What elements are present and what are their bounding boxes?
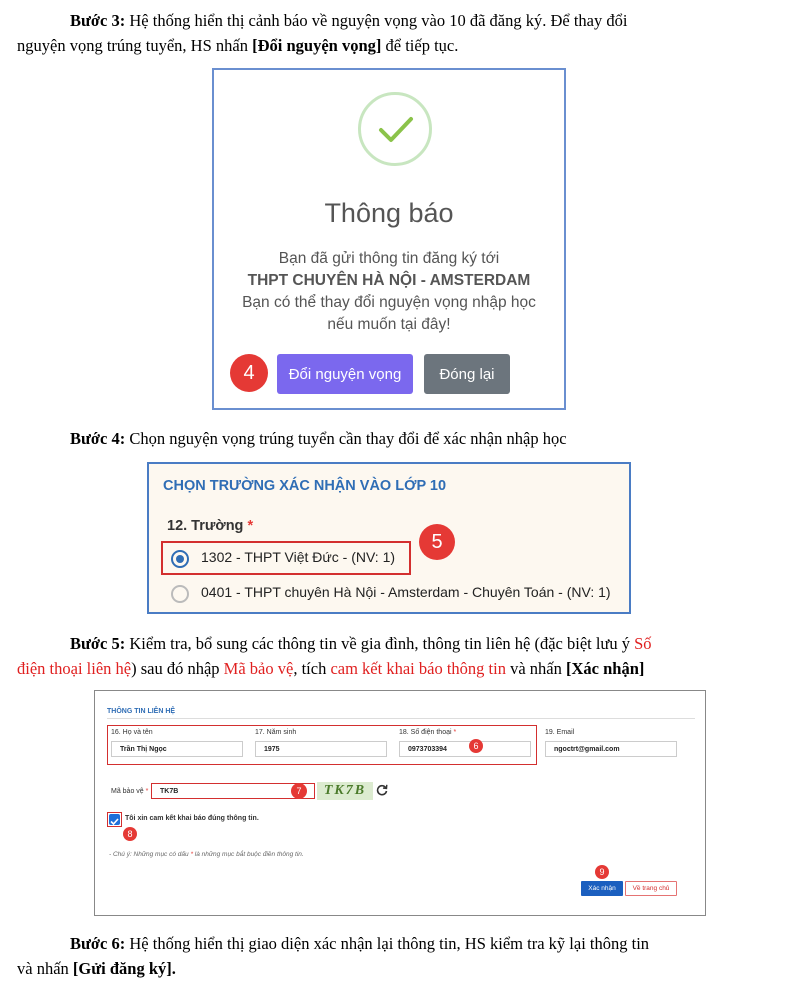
step-badge-8: 8 [123, 827, 137, 841]
section-title: THÔNG TIN LIÊN HỆ [107, 708, 176, 715]
field-label-phone: 18. Số điện thoại * [399, 729, 457, 736]
change-preference-button[interactable]: Đổi nguyện vọng [277, 354, 413, 394]
captcha-image: TK7B [317, 782, 373, 800]
option-2-label[interactable]: 0401 - THPT chuyên Hà Nội - Amsterdam - Chuyên Toán - (NV: 1) [201, 584, 611, 600]
refresh-captcha-icon[interactable] [375, 783, 389, 797]
step5-paragraph: Bước 5: Kiểm tra, bổ sung các thông tin về gia đình, thông tin liên hệ (đặc biệt lưu ý Số [70, 634, 652, 653]
field-label-email: 19. Email [545, 729, 575, 736]
field-label-birthyear: 17. Năm sinh [255, 729, 297, 736]
captcha-input[interactable]: TK7B [151, 783, 315, 799]
notification-dialog [212, 68, 566, 410]
dialog-title: Thông báo [324, 198, 454, 228]
step6-paragraph-line2: và nhấn [Gửi đăng ký]. [17, 959, 176, 978]
birthyear-input[interactable]: 1975 [255, 741, 387, 757]
success-check-icon [358, 92, 432, 166]
required-note: - Chú ý: Những mục có dấu * là những mục bắt buộc điền thông tin. [109, 851, 304, 858]
home-button[interactable]: Về trang chủ [625, 881, 677, 896]
step3-paragraph: Bước 3: Hệ thống hiển thị cảnh báo về nguyện vọng vào 10 đã đăng ký. Để thay đổi [70, 11, 628, 30]
confirm-button[interactable]: Xác nhận [581, 881, 623, 896]
step4-paragraph: Bước 4: Chọn nguyện vọng trúng tuyển cần thay đổi để xác nhận nhập học [70, 429, 567, 448]
radio-option-1[interactable] [171, 550, 189, 568]
phone-input[interactable]: 0973703394 [399, 741, 531, 757]
panel-heading: CHỌN TRƯỜNG XÁC NHẬN VÀO LỚP 10 [163, 478, 447, 494]
name-input[interactable]: Trần Thị Ngọc [111, 741, 243, 757]
step6-paragraph: Bước 6: Hệ thống hiển thị giao diện xác nhận lại thông tin, HS kiểm tra kỹ lại thông tin [70, 934, 650, 953]
dialog-message: Bạn đã gửi thông tin đăng ký tới THPT CHUYÊN HÀ NỘI - AMSTERDAM Bạn có thể thay đổi nguyện vọng nhập học nếu muốn tại đây! [242, 250, 536, 333]
option-1-label[interactable]: 1302 - THPT Việt Đức - (NV: 1) [201, 549, 396, 565]
step5-paragraph-line2: điện thoại liên hệ) sau đó nhập Mã bảo vệ, tích cam kết khai báo thông tin và nhấn [Xác nhận] [17, 659, 645, 678]
field-label-name: 16. Họ và tên [111, 729, 153, 736]
step-badge-6: 6 [469, 739, 483, 753]
divider [107, 718, 695, 719]
step-badge-5: 5 [419, 524, 455, 560]
email-input[interactable]: ngoctrt@gmail.com [545, 741, 677, 757]
close-button[interactable]: Đóng lại [424, 354, 510, 394]
commit-text: Tôi xin cam kết khai báo đúng thông tin. [125, 815, 259, 822]
captcha-label: Mã bảo vệ * [111, 788, 149, 795]
school-field-label: 12. Trường * [167, 518, 254, 534]
school-selection-panel [147, 462, 631, 614]
step-badge-7: 7 [291, 783, 307, 799]
step3-label: Bước 3: [70, 11, 126, 30]
radio-option-2[interactable] [171, 585, 189, 603]
step3-paragraph-line2: nguyện vọng trúng tuyển, HS nhấn [Đổi nguyện vọng] để tiếp tục. [17, 36, 459, 55]
step-badge-4: 4 [230, 354, 268, 392]
contact-info-form [94, 690, 706, 916]
step-badge-9: 9 [595, 865, 609, 879]
commit-checkbox[interactable] [109, 814, 120, 825]
